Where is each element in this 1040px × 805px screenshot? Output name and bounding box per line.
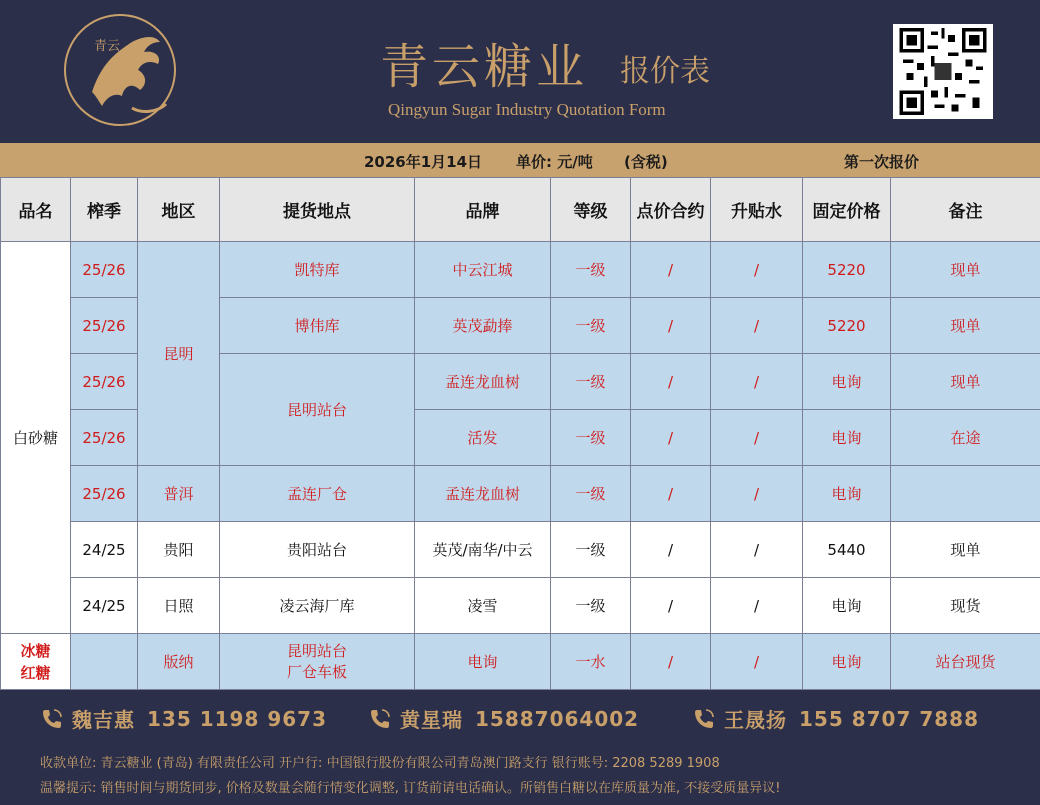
phone-icon: [40, 707, 64, 731]
premium-cell: /: [711, 242, 803, 298]
contract-cell: /: [631, 634, 711, 690]
contract-cell: /: [631, 466, 711, 522]
contact-phone: 15887064002: [475, 706, 640, 731]
price-cell: 电询: [803, 466, 891, 522]
footer: [0, 690, 1040, 805]
info-bar: [0, 143, 1040, 177]
premium-cell: /: [711, 634, 803, 690]
note-cell: 站台现货: [891, 634, 1040, 690]
brand-cell: 电询: [415, 634, 551, 690]
brand-cell: 孟连龙血树: [415, 354, 551, 410]
table-row: [1, 522, 1040, 578]
company-title: 青云糖业: [380, 39, 589, 95]
svg-text:青云: 青云: [94, 39, 121, 54]
grade-cell: 一级: [551, 354, 631, 410]
brand-cell: 中云江城: [415, 242, 551, 298]
season-cell: 25/26: [71, 354, 138, 410]
contract-cell: /: [631, 298, 711, 354]
table-header-row: [1, 178, 1040, 242]
col-header: 固定价格: [803, 178, 891, 242]
table-row: [1, 466, 1040, 522]
region-cell: 日照: [138, 578, 220, 634]
col-header: 点价合约: [631, 178, 711, 242]
contact-name: 魏吉惠: [72, 708, 135, 732]
location-cell: 凯特库: [220, 242, 415, 298]
note-cell: 现单: [891, 522, 1040, 578]
contract-cell: /: [631, 242, 711, 298]
brand-cell: 英茂勐捧: [415, 298, 551, 354]
contact-2[interactable]: [368, 704, 639, 733]
contract-cell: /: [631, 578, 711, 634]
season-cell: 25/26: [71, 298, 138, 354]
price-cell: 电询: [803, 410, 891, 466]
brand-cell: 孟连龙血树: [415, 466, 551, 522]
location-line: 昆明站台: [286, 641, 347, 660]
quote-date: 2026年1月14日: [364, 153, 483, 171]
note-cell: 现货: [891, 578, 1040, 634]
premium-cell: /: [711, 578, 803, 634]
season-cell: 25/26: [71, 242, 138, 298]
location-line: 厂仓车板: [286, 662, 347, 681]
premium-cell: /: [711, 298, 803, 354]
form-title: 报价表: [620, 54, 710, 89]
location-cell: 博伟库: [220, 298, 415, 354]
price-cell: 电询: [803, 578, 891, 634]
region-cell: 贵阳: [138, 522, 220, 578]
tax-note: (含税): [624, 153, 668, 171]
premium-cell: /: [711, 410, 803, 466]
col-header: 地区: [138, 178, 220, 242]
location-cell: 昆明站台: [220, 354, 415, 466]
season-cell: 24/25: [71, 522, 138, 578]
season-cell: 24/25: [71, 578, 138, 634]
contact-3[interactable]: [692, 704, 979, 733]
region-cell: 普洱: [138, 466, 220, 522]
price-cell: 5220: [803, 242, 891, 298]
contract-cell: /: [631, 410, 711, 466]
location-cell: 凌云海厂库: [220, 578, 415, 634]
col-header: 升贴水: [711, 178, 803, 242]
price-unit: 单价: 元/吨: [516, 153, 593, 171]
contact-phone: 135 1198 9673: [147, 706, 328, 731]
contract-cell: /: [631, 354, 711, 410]
dragon-logo-icon: [62, 12, 182, 128]
region-cell: 版纳: [138, 634, 220, 690]
season-cell: 25/26: [71, 410, 138, 466]
season-cell: 25/26: [71, 466, 138, 522]
english-title: Qingyun Sugar Industry Quotation Form: [388, 100, 666, 119]
region-cell: 昆明: [138, 242, 220, 466]
quotation-table: [0, 177, 1040, 690]
table-row: [1, 578, 1040, 634]
brand-cell: 凌雪: [415, 578, 551, 634]
brand-cell: 英茂/南华/中云: [415, 522, 551, 578]
price-cell: 5440: [803, 522, 891, 578]
notice-text: 温馨提示: 销售时间与期货同步, 价格及数量会随行情变化调整, 订货前请电话确认。所销售白糖以在库质量为准, 不接受质量异议!: [40, 781, 781, 796]
col-header: 榨季: [71, 178, 138, 242]
brand-cell: 活发: [415, 410, 551, 466]
product-brown-sugar: 红糖: [20, 663, 51, 682]
grade-cell: 一级: [551, 298, 631, 354]
location-cell: [220, 634, 415, 690]
phone-icon: [368, 707, 392, 731]
contact-1[interactable]: [40, 704, 327, 733]
table-row: [1, 634, 1040, 690]
col-header: 品牌: [415, 178, 551, 242]
product-white-sugar: 白砂糖: [1, 242, 71, 634]
grade-cell: 一级: [551, 522, 631, 578]
premium-cell: /: [711, 522, 803, 578]
contact-name: 黄星瑞: [400, 708, 463, 732]
qr-code-icon[interactable]: [893, 24, 993, 119]
bank-info: 收款单位: 青云糖业 (青岛) 有限责任公司 开户行: 中国银行股份有限公司青岛澳门路支行 银行账号: 2208 5289 1908: [40, 756, 720, 771]
product-rock-brown-sugar: [1, 634, 71, 690]
note-cell: 在途: [891, 410, 1040, 466]
col-header: 备注: [891, 178, 1040, 242]
contact-phone: 155 8707 7888: [799, 706, 980, 731]
note-cell: 现单: [891, 354, 1040, 410]
grade-cell: 一级: [551, 242, 631, 298]
grade-cell: 一水: [551, 634, 631, 690]
phone-icon: [692, 707, 716, 731]
price-cell: 电询: [803, 354, 891, 410]
col-header: 品名: [1, 178, 71, 242]
location-cell: 贵阳站台: [220, 522, 415, 578]
note-cell: 现单: [891, 242, 1040, 298]
header: [0, 0, 1040, 143]
note-cell: 现单: [891, 298, 1040, 354]
col-header: 等级: [551, 178, 631, 242]
season-cell: [71, 634, 138, 690]
product-rock-sugar: 冰糖: [20, 641, 51, 660]
table-row: [1, 242, 1040, 298]
grade-cell: 一级: [551, 466, 631, 522]
price-cell: 5220: [803, 298, 891, 354]
contract-cell: /: [631, 522, 711, 578]
location-cell: 孟连厂仓: [220, 466, 415, 522]
premium-cell: /: [711, 354, 803, 410]
col-header: 提货地点: [220, 178, 415, 242]
price-cell: 电询: [803, 634, 891, 690]
grade-cell: 一级: [551, 578, 631, 634]
grade-cell: 一级: [551, 410, 631, 466]
note-cell: [891, 466, 1040, 522]
quote-round: 第一次报价: [844, 153, 920, 171]
contact-name: 王晟扬: [724, 708, 787, 732]
premium-cell: /: [711, 466, 803, 522]
